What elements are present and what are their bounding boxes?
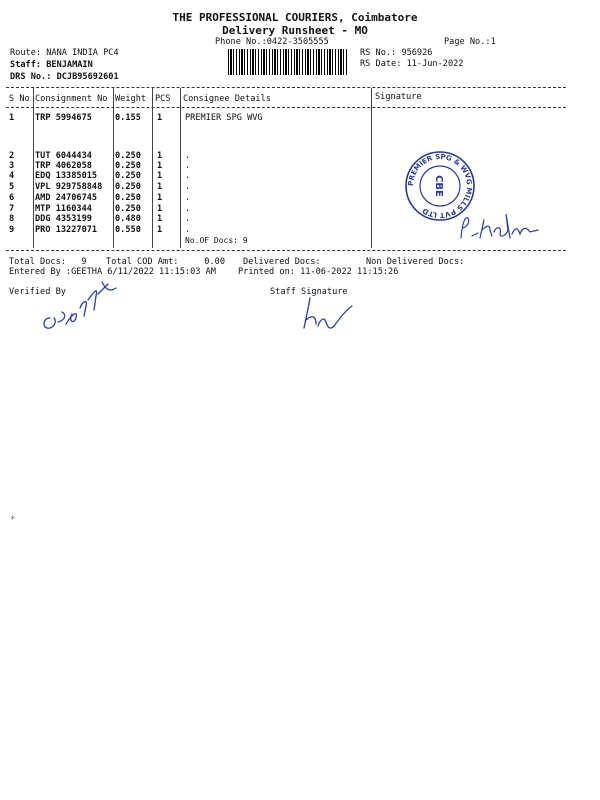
table-header-rule [6, 107, 566, 108]
col-pcs: PCS [155, 94, 171, 104]
table-row: 6 AMD 24706745 0.250 1 . [9, 193, 191, 203]
route: Route: NANA INDIA PC4 [10, 48, 119, 58]
scan-mark: * [10, 515, 16, 525]
table-row: 1 TRP 5994675 0.155 1 PREMIER SPG WVG [9, 113, 263, 123]
verified-by-signature [36, 270, 136, 340]
table-row: 2 TUT 6044434 0.250 1 . [9, 151, 191, 161]
staff: Staff: BENJAMAIN [10, 60, 93, 70]
phone-number: Phone No.:0422-3505555 [215, 37, 329, 47]
company-title: THE PROFESSIONAL COURIERS, Coimbatore [172, 11, 418, 24]
rs-number: RS No.: 956926 [360, 48, 433, 58]
table-row: 7 MTP 1160344 0.250 1 . [9, 204, 191, 214]
svg-text:PREMIER SPG & WVG MILLS PVT LT: PREMIER SPG & WVG MILLS PVT LTD [406, 152, 474, 220]
table-bottom-rule [6, 250, 566, 251]
col-weight: Weight [115, 94, 147, 104]
no-of-docs: No.OF Docs: 9 [185, 236, 248, 245]
col-consignee: Consignee Details [183, 94, 271, 104]
printed-on: Printed on: 11-06-2022 11:15:26 [238, 267, 399, 277]
runsheet-title: Delivery Runsheet - MO [222, 24, 368, 37]
svg-text:CBE: CBE [433, 175, 444, 197]
consignee-signature [456, 208, 556, 248]
table-row: 9 PRO 13227071 0.550 1 . [9, 225, 191, 235]
table-row: 8 DDG 4353199 0.480 1 . [9, 214, 191, 224]
verified-by-label: Verified By [9, 287, 66, 297]
delivered-docs: Delivered Docs: [243, 257, 321, 267]
rs-date: RS Date: 11-Jun-2022 [360, 59, 464, 69]
col-sno: S No [9, 94, 30, 104]
col-signature: Signature [375, 92, 422, 102]
staff-signature [294, 290, 364, 336]
non-delivered-docs: Non Delivered Docs: [366, 257, 465, 267]
table-top-rule [6, 87, 566, 88]
total-docs: Total Docs: 9 [9, 257, 87, 267]
col-consignment: Consignment No [35, 94, 108, 104]
drs-number: DRS No.: DCJB95692601 [10, 72, 119, 82]
table-row: 4 EDQ 13385015 0.250 1 . [9, 171, 191, 181]
entered-by: Entered By :GEETHA 6/11/2022 11:15:03 AM [9, 267, 216, 277]
barcode [228, 49, 348, 75]
page-number: Page No.:1 [444, 37, 496, 47]
table-row: 3 TRP 4062058 0.250 1 . [9, 161, 191, 171]
staff-signature-label: Staff Signature [270, 287, 348, 297]
table-row: 5 VPL 929758848 0.250 1 . [9, 182, 191, 192]
total-cod: Total COD Amt: 0.00 [106, 257, 225, 267]
